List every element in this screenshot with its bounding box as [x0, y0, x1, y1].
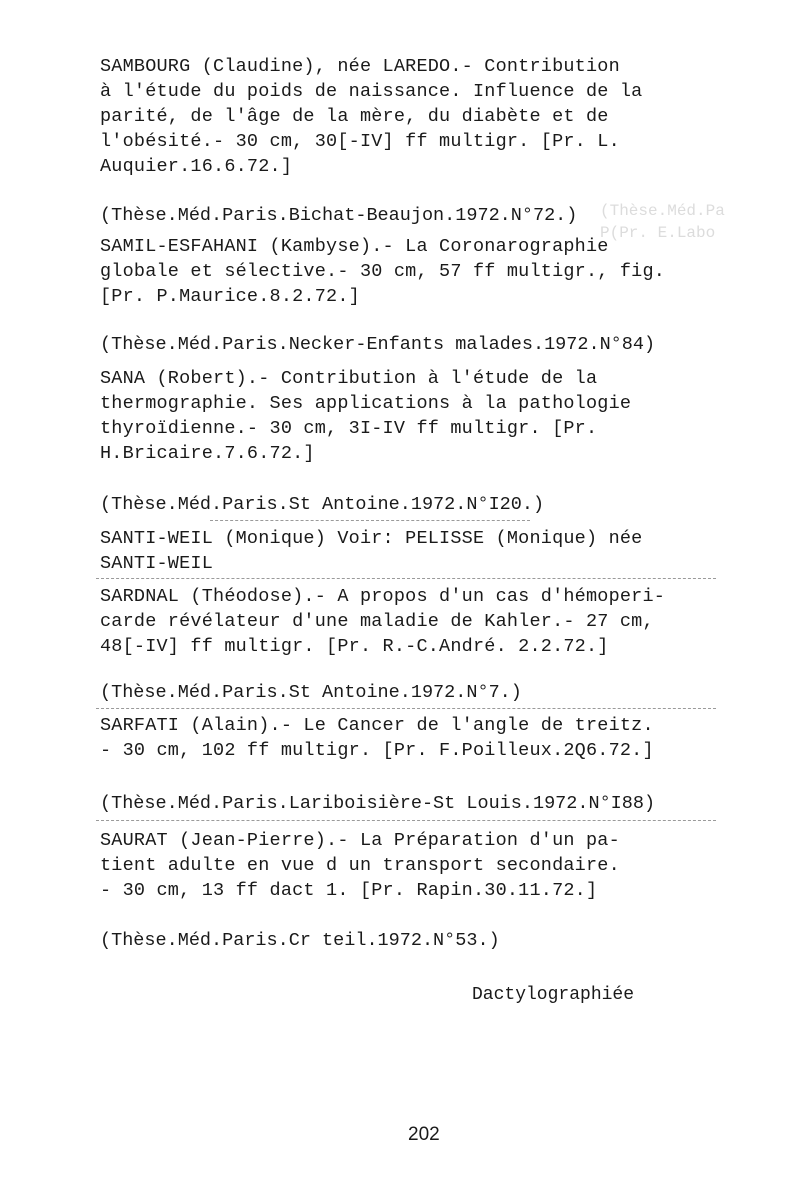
entry-line: SAMIL-ESFAHANI (Kambyse).- La Coronarographie	[100, 236, 609, 257]
bibliography-entry-saurat	[100, 828, 740, 903]
entry-line: - 30 cm, 13 ff dact 1. [Pr. Rapin.30.11.72.]	[100, 880, 598, 901]
separator-line	[96, 820, 716, 821]
entry-line: SARFATI (Alain).- Le Cancer de l'angle de treitz.	[100, 715, 654, 736]
bibliography-entry-samil-esfahani	[100, 234, 740, 309]
entry-line: SAMBOURG (Claudine), née LAREDO.- Contribution	[100, 56, 620, 77]
entry-line: thermographie. Ses applications à la pathologie	[100, 393, 632, 414]
page-number: 202	[408, 1124, 440, 1145]
thesis-source: (Thèse.Méd.Paris.Bichat-Beaujon.1972.N°72.)	[100, 205, 578, 226]
thesis-source: (Thèse.Méd.Paris.Necker-Enfants malades.1972.N°84)	[100, 334, 656, 355]
entry-line: SANTI-WEIL (Monique) Voir: PELISSE (Monique) née	[100, 528, 643, 549]
entry-line: 48[-IV] ff multigr. [Pr. R.-C.André. 2.2.72.]	[100, 636, 609, 657]
entry-line: H.Bricaire.7.6.72.]	[100, 443, 315, 464]
entry-line: Auquier.16.6.72.]	[100, 156, 293, 177]
separator-line	[96, 578, 716, 579]
thesis-source: (Thèse.Méd.Paris.St Antoine.1972.N°7.)	[100, 682, 522, 703]
separator-line	[210, 520, 530, 521]
typed-note: Dactylographiée	[472, 985, 635, 1005]
entry-line: tient adulte en vue d un transport secondaire.	[100, 855, 620, 876]
bibliography-entry-santi-weil	[100, 526, 740, 576]
entry-line: thyroïdienne.- 30 cm, 3I-IV ff multigr. [Pr.	[100, 418, 598, 439]
bibliography-entry-sambourg	[100, 54, 740, 179]
thesis-source: (Thèse.Méd.Paris.Lariboisière-St Louis.1972.N°I88)	[100, 793, 656, 814]
entry-line: globale et sélective.- 30 cm, 57 ff multigr., fig.	[100, 261, 666, 282]
bibliography-entry-sana	[100, 366, 740, 466]
thesis-source: (Thèse.Méd.Paris.St Antoine.1972.N°I20.)	[100, 494, 545, 515]
entry-line: SAURAT (Jean-Pierre).- La Préparation d'un pa-	[100, 830, 620, 851]
entry-line: l'obésité.- 30 cm, 30[-IV] ff multigr. [Pr. L.	[100, 131, 620, 152]
separator-line	[96, 708, 716, 709]
bleed-through-text: (Thèse.Méd.Pa P(Pr. E.Labo	[600, 202, 725, 242]
bibliography-entry-sardnal	[100, 584, 740, 659]
entry-line: - 30 cm, 102 ff multigr. [Pr. F.Poilleux.2Q6.72.]	[100, 740, 654, 761]
entry-line: SANTI-WEIL	[100, 553, 214, 574]
entry-line: [Pr. P.Maurice.8.2.72.]	[100, 286, 360, 307]
thesis-source: (Thèse.Méd.Paris.Cr teil.1972.N°53.)	[100, 930, 500, 951]
entry-line: à l'étude du poids de naissance. Influence de la	[100, 81, 643, 102]
bibliography-entry-sarfati	[100, 713, 740, 763]
entry-line: SANA (Robert).- Contribution à l'étude de la	[100, 368, 598, 389]
entry-line: SARDNAL (Théodose).- A propos d'un cas d'hémoperi-	[100, 586, 666, 607]
entry-line: carde révélateur d'une maladie de Kahler.- 27 cm,	[100, 611, 654, 632]
entry-line: parité, de l'âge de la mère, du diabète et de	[100, 106, 609, 127]
